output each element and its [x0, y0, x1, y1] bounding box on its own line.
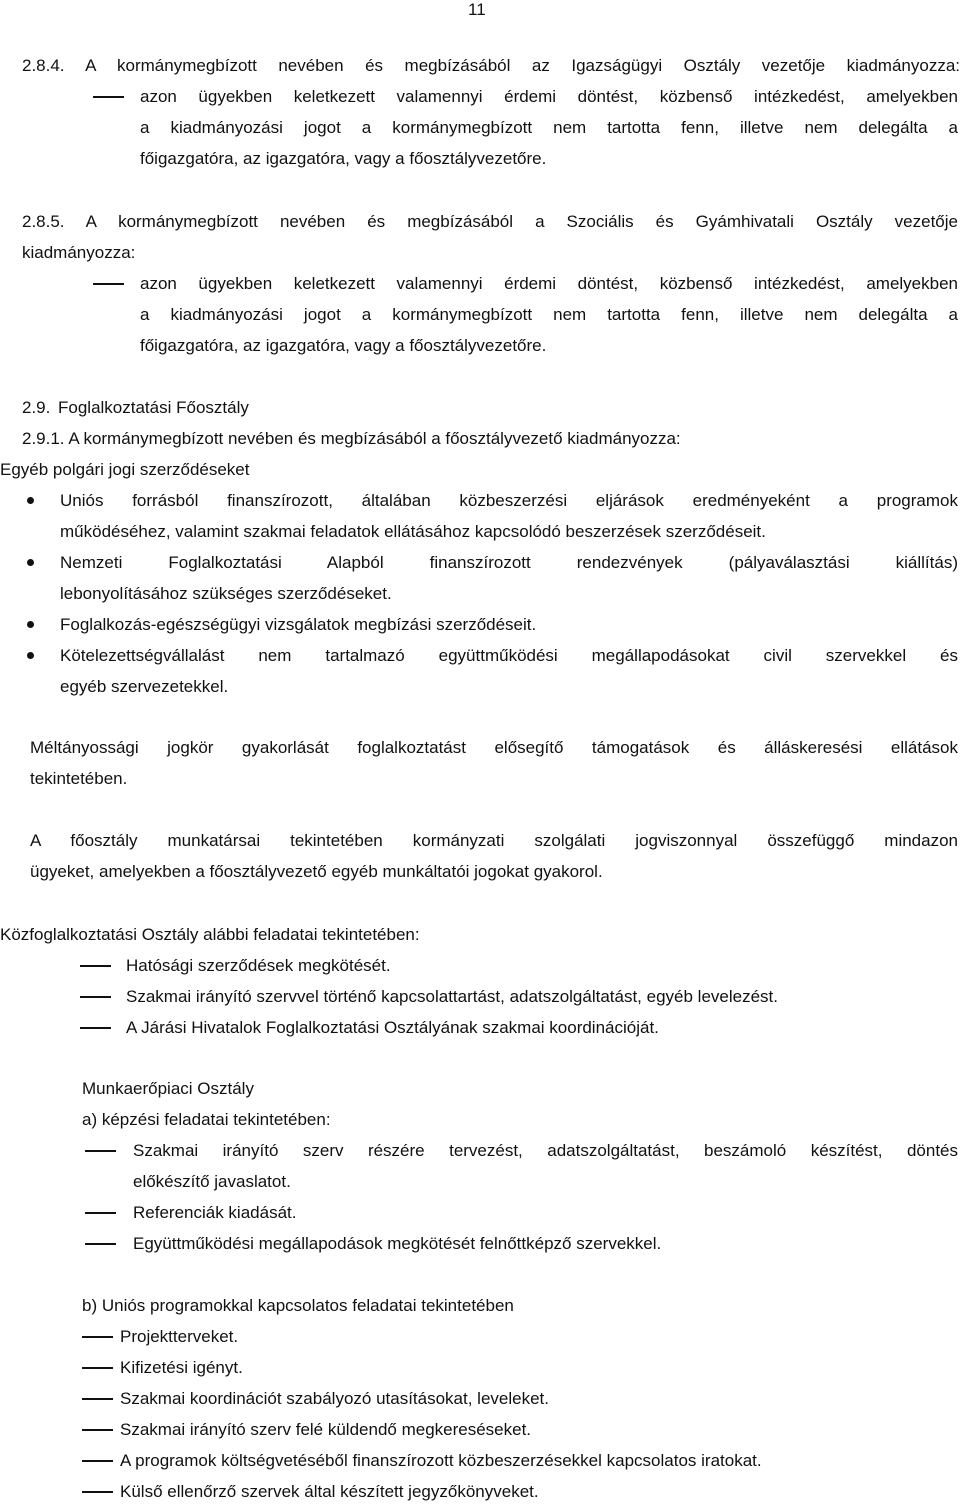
list-item: Szakmai irányító szerv felé küldendő megkereséseket. [120, 1420, 532, 1439]
list-item: Szakmai irányító szervvel történő kapcsolattartást, adatszolgáltatást, egyéb levelezést. [126, 987, 778, 1006]
list-item: A Járási Hivatalok Foglalkoztatási Osztályának szakmai koordinációját. [126, 1018, 659, 1037]
list-item: Hatósági szerződések megkötését. [126, 956, 391, 975]
section-2-9-1-heading: 2.9.1. A kormánymegbízott nevében és megbízásából a főosztályvezető kiadmányozza: [22, 429, 681, 448]
section-2-8-5-body: azon ügyekben keletkezett valamennyi érdemi döntést, közbenső intézkedést, amelyekben a kiadmányozási jogot a kormánymegbízott nem tartotta fenn, illetve nem delegálta a főigazgatóra, az igazgatóra, vagy a főosztályvezetőre. [140, 274, 958, 355]
bullet-item: Foglalkozás-egészségügyi vizsgálatok megbízási szerződéseit. [60, 609, 958, 640]
munkaeropiaci-heading: Munkaerőpiaci Osztály [82, 1079, 254, 1098]
page-number: 11 [468, 0, 486, 19]
list-item: Szakmai irányító szerv részére tervezést, adatszolgáltatást, beszámoló készítést, döntés előkészítő javaslatot. [133, 1141, 958, 1191]
list-item: A programok költségvetéséből finanszírozott közbeszerzésekkel kapcsolatos iratokat. [120, 1451, 762, 1470]
munkaeropiaci-sub-b: b) Uniós programokkal kapcsolatos feladatai tekintetében [82, 1296, 514, 1315]
section-2-8-5-heading: 2.8.5. A kormánymegbízott nevében és megbízásából a Szociális és Gyámhivatali Osztály vezetője kiadmányozza: [22, 212, 958, 262]
section-2-8-4-heading: 2.8.4. A kormánymegbízott nevében és megbízásából az Igazságügyi Osztály vezetője kiadmányozza: [22, 56, 960, 75]
list-item: Szakmai koordinációt szabályozó utasításokat, leveleket. [120, 1389, 550, 1408]
list-item: Együttműködési megállapodások megkötését felnőttképző szervekkel. [133, 1234, 662, 1253]
list-item: Referenciák kiadását. [133, 1203, 297, 1222]
bullet-item: Nemzeti Foglalkoztatási Alapból finanszírozott rendezvények (pályaválasztási kiállítás) lebonyolításához szükséges szerződéseket. [60, 547, 958, 609]
bullet-item: Kötelezettségvállalást nem tartalmazó együttműködési megállapodásokat civil szervekkel és egyéb szervezetekkel. [60, 640, 958, 702]
section-2-8-4-body: azon ügyekben keletkezett valamennyi érdemi döntést, közbenső intézkedést, amelyekben a kiadmányozási jogot a kormánymegbízott nem tartotta fenn, illetve nem delegálta a főigazgatóra, az igazgatóra, vagy a főosztályvezetőre. [140, 87, 958, 168]
paragraph-meltanyossagi: Méltányossági jogkör gyakorlását foglalkoztatást elősegítő támogatások és álláskeresési ellátások tekintetében. [30, 738, 958, 788]
section-2-9-title: Foglalkoztatási Főosztály [58, 398, 249, 417]
section-2-9-number: 2.9. [22, 398, 51, 417]
kozfoglalkoztatasi-heading: Közfoglalkoztatási Osztály alábbi feladatai tekintetében: [0, 925, 420, 944]
munkaeropiaci-sub-a: a) képzési feladatai tekintetében: [82, 1110, 331, 1129]
bullet-item: Uniós forrásból finanszírozott, általában közbeszerzési eljárások eredményeként a programok működéséhez, valamint szakmai feladatok ellátásához kapcsolódó beszerzések szerződéseit. [60, 485, 958, 547]
list-item: Külső ellenőrző szervek által készített jegyzőkönyveket. [120, 1482, 539, 1501]
list-item: Kifizetési igényt. [120, 1358, 243, 1377]
paragraph-munkatarsai: A főosztály munkatársai tekintetében kormányzati szolgálati jogviszonnyal összefüggő mindazon ügyeket, amelyekben a főosztályvezető egyéb munkáltatói jogokat gyakorol. [30, 831, 958, 881]
list-item: Projektterveket. [120, 1327, 239, 1346]
section-2-9-1-subheading: Egyéb polgári jogi szerződéseket [0, 460, 250, 479]
